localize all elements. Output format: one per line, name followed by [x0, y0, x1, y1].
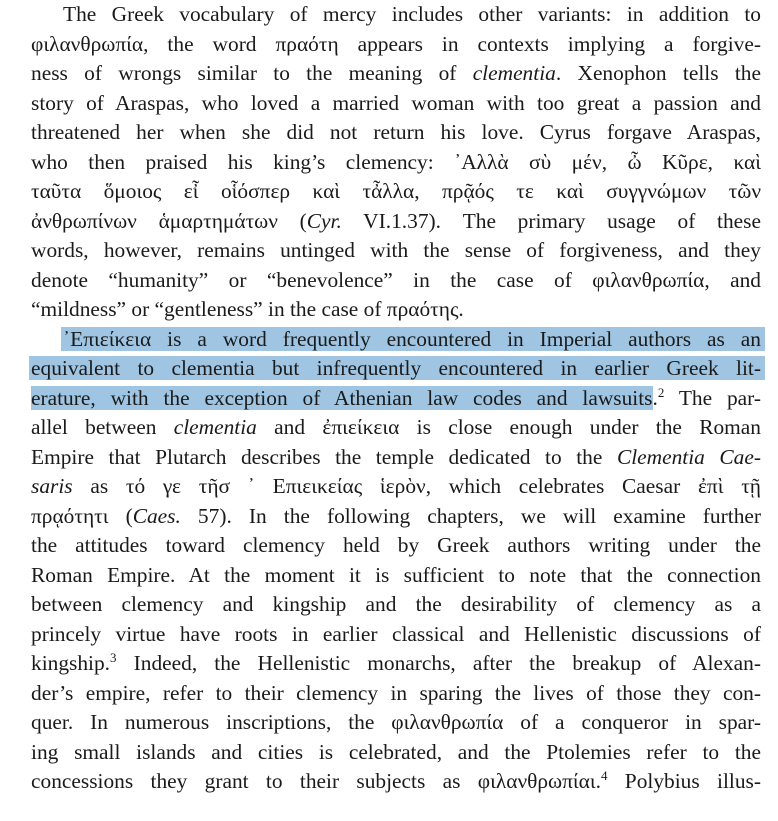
text-line: Empire that Plutarch describes the temple dedicated to the Clementia Cae-	[31, 444, 761, 469]
italic-citation: Cyr.	[306, 208, 342, 233]
text-line: ing small islands and cities is celebrated, and the Ptolemies refer to the	[31, 739, 761, 764]
footnote-marker-4[interactable]: 4	[600, 767, 608, 783]
text-line: erature, with the exception of Athenian law codes and lawsuits.$^2$ The par-	[31, 384, 761, 410]
paragraph-1	[31, 0, 761, 325]
italic-term: Clementia Cae-	[616, 444, 761, 469]
text-line: ness of wrongs similar to the meaning of clementia. Xenophon tells the	[31, 61, 761, 85]
italic-term: saris	[31, 474, 73, 498]
text-line: The Greek vocabulary of mercy includes other variants: in addition to	[63, 2, 761, 26]
footnote-marker-2[interactable]: 2	[657, 384, 665, 400]
text-line: “mildness” or “gentleness” in the case of πραότης.	[31, 297, 464, 321]
text-line: concessions they grant to their subjects as φιλανθρωπίαι.$^4$ Polybius illus-	[31, 767, 761, 793]
text-line: between clemency and kingship and the desirability of clemency as a	[31, 592, 761, 616]
text-line: words, however, remains untinged with the sense of forgiveness, and they	[31, 238, 761, 262]
italic-term: clementia	[173, 415, 257, 439]
text-line: kingship.$^3$ Indeed, the Hellenistic monarchs, after the breakup of Alexan-	[31, 649, 761, 675]
document-page	[31, 0, 761, 797]
text-line: der’s empire, refer to their clemency in sparing the lives of those they con-	[31, 680, 761, 705]
text-line-highlighted[interactable]	[31, 325, 761, 355]
text-selection-highlight[interactable]: ᾿Επιείκεια is a word frequently encountered in Imperial authors as an	[61, 327, 765, 351]
text-line: who then praised his king’s clemency: ᾿Αλλὰ σὺ μέν, ὦ Κῦρε, καὶ	[31, 149, 761, 174]
text-line: threatened her when she did not return his love. Cyrus forgave Araspas,	[31, 120, 761, 144]
text-line: Roman Empire. At the moment it is sufficient to note that the connection	[31, 562, 761, 587]
text-selection-highlight[interactable]: equivalent to clementia but infrequently encountered in earlier Greek lit-	[29, 356, 765, 380]
text-line: φιλανθρωπία, the word πραότη appears in contexts implying a forgive-	[31, 31, 761, 56]
text-line: denote “humanity” or “benevolence” in the case of φιλανθρωπία, and	[31, 267, 761, 292]
text-line: the attitudes toward clemency held by Greek authors writing under the	[31, 533, 761, 557]
italic-citation: Caes.	[132, 503, 181, 528]
text-line: saris as τό γε τῆσ ᾿ Επιεικείας ἱερὸν, which celebrates Caesar ἐπὶ τῇ	[31, 474, 761, 498]
text-line: ταῦτα ὅμοιος εἶ οἷόσπερ καὶ τἆλλα, πρᾷός τε καὶ συγγνώμων τῶν	[31, 179, 761, 203]
text-line: ἀνθρωπίνων ἁμαρτημάτων (Cyr. VI.1.37). The primary usage of these	[31, 208, 761, 233]
text-selection-highlight[interactable]: erature, with the exception of Athenian law codes and lawsuits	[31, 385, 653, 410]
text-line-highlighted[interactable]	[31, 354, 761, 384]
footnote-marker-3[interactable]: 3	[110, 649, 117, 665]
text-line: πρᾳότητι (Caes. 57). In the following chapters, we will examine further	[31, 503, 762, 528]
text-line: quer. In numerous inscriptions, the φιλανθρωπία of a conqueror in spar-	[31, 710, 761, 734]
text-line: story of Araspas, who loved a married woman with too great a passion and	[31, 90, 761, 115]
paragraph-2	[31, 325, 761, 797]
text-line: princely virtue have roots in earlier classical and Hellenistic discussions of	[31, 621, 761, 646]
text-line: allel between clementia and ἐπιείκεια is close enough under the Roman	[31, 415, 762, 439]
italic-term: clementia	[472, 61, 556, 85]
